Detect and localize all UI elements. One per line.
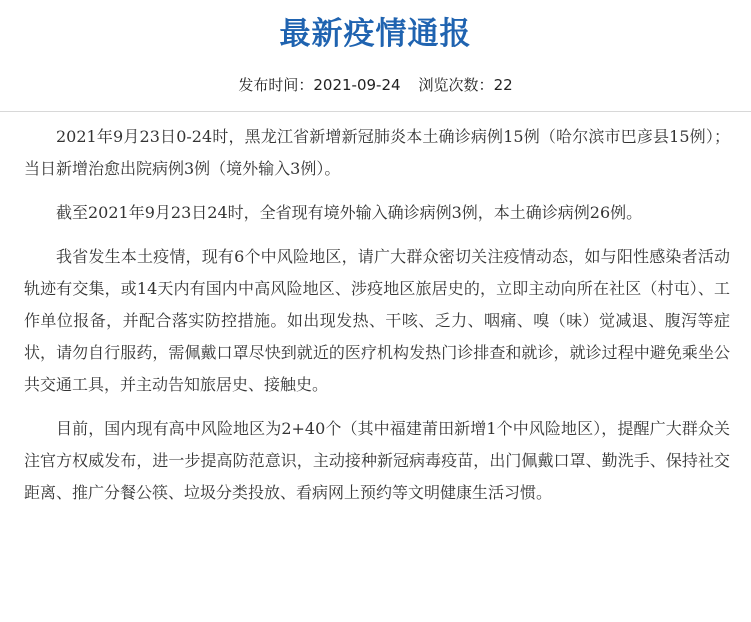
publish-time-label: 发布时间：: [238, 76, 314, 94]
view-count-label: 浏览次数：: [418, 76, 494, 94]
article-meta: [0, 74, 751, 96]
publish-time-value: 2021-09-24: [313, 76, 401, 94]
header-divider: [0, 111, 751, 112]
article-paragraph-2: 截至2021年9月23日24时，全省现有境外输入确诊病例3例，本土确诊病例26例。: [56, 203, 643, 222]
article-body: [24, 121, 730, 521]
article-paragraph-3: 我省发生本土疫情，现有6个中风险地区，请广大群众密切关注疫情动态，如与阳性感染者活动轨迹有交集，或14天内有国内中高风险地区、涉疫地区旅居史的，立即主动向所在社区（村屯）、工作单位报备，并配合落实防控措施。如出现发热、干咳、乏力、咽痛、嗅（味）觉减退、腹泻等症状，请勿自行服药，需佩戴口罩尽快到就近的医疗机构发热门诊排查和就诊，就诊过程中避免乘坐公共交通工具，并主动告知旅居史、接触史。: [24, 247, 730, 394]
view-count-value: 22: [493, 76, 513, 94]
page-title: 最新疫情通报: [279, 16, 472, 52]
article-paragraph-4: 目前，国内现有高中风险地区为2+40个（其中福建莆田新增1个中风险地区），提醒广大群众关注官方权威发布，进一步提高防范意识，主动接种新冠病毒疫苗，出门佩戴口罩、勤洗手、保持社交距离、推广分餐公筷、垃圾分类投放、看病网上预约等文明健康生活习惯。: [24, 419, 730, 502]
article-paragraph-1: 2021年9月23日0-24时，黑龙江省新增新冠肺炎本土确诊病例15例（哈尔滨市巴彦县15例）；当日新增治愈出院病例3例（境外输入3例）。: [24, 127, 730, 178]
